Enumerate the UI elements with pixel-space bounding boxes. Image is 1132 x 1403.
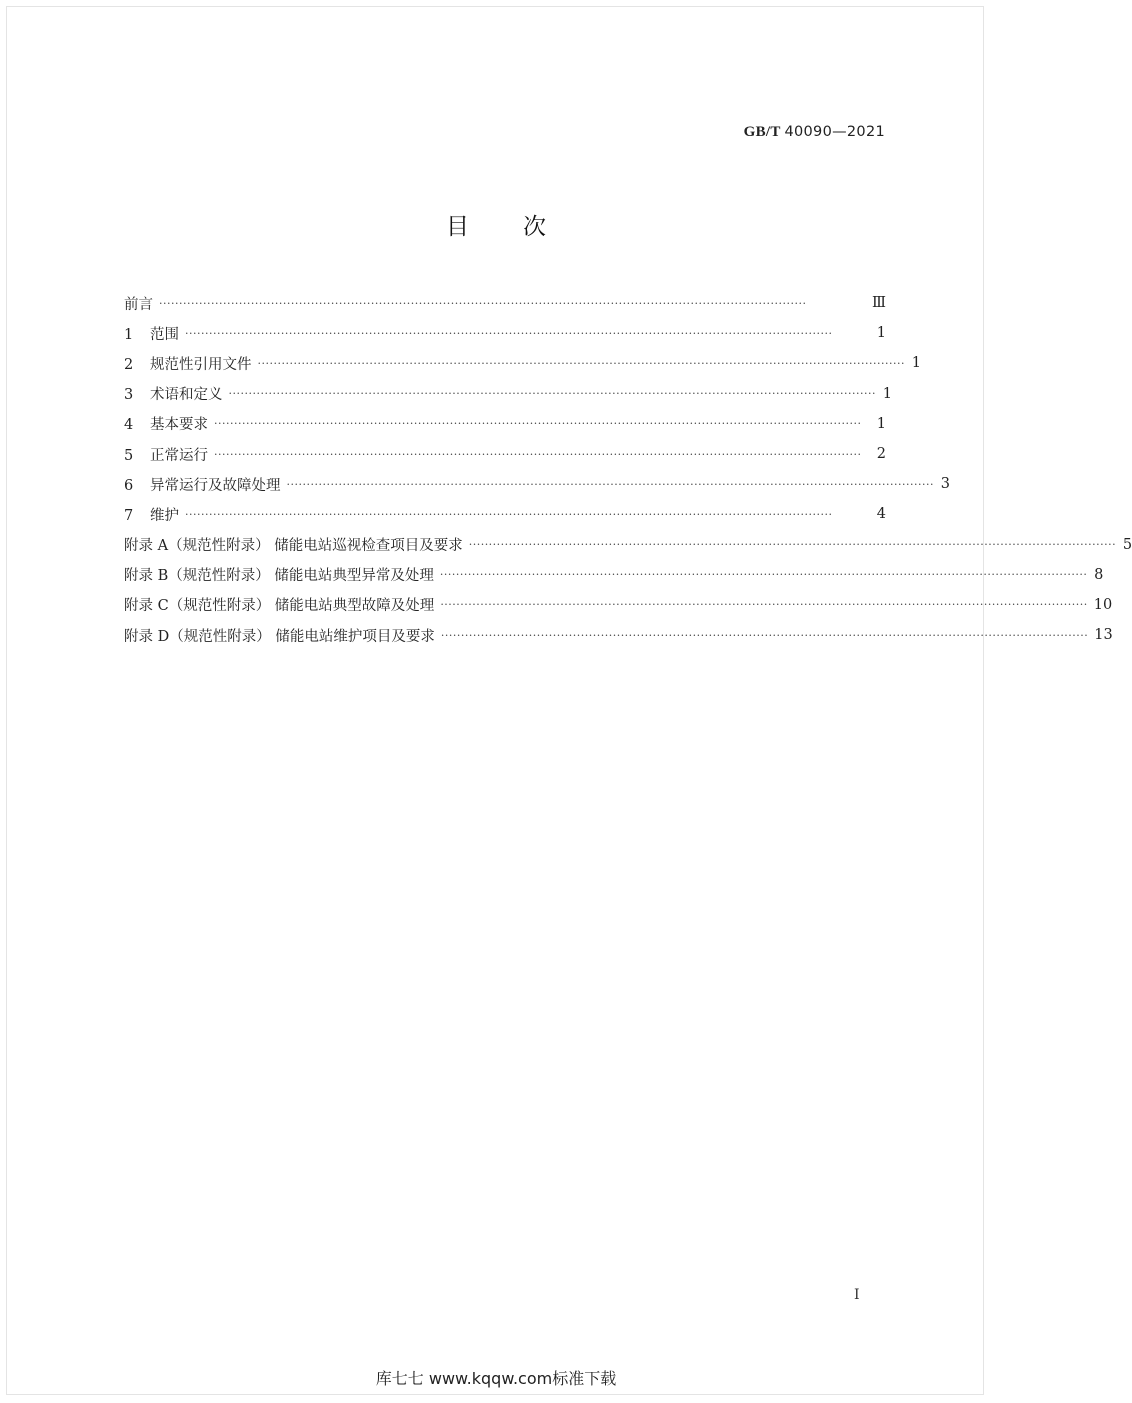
toc-entry[interactable] xyxy=(124,620,1113,650)
toc-leader-dots: ·································································································································································· xyxy=(185,326,833,340)
toc-entry-number: 7 xyxy=(124,507,134,524)
toc-entry-title: 异常运行及故障处理 xyxy=(150,477,281,494)
toc-entry[interactable] xyxy=(124,499,886,529)
toc-entry-page: 1 xyxy=(876,325,886,342)
toc-entry-number: 2 xyxy=(124,356,134,373)
toc-leader-dots: ·································································································································································· xyxy=(439,568,1088,582)
toc-entry-title: 附录 C（规范性附录） 储能电站典型故障及处理 xyxy=(124,598,435,615)
toc-entry-label xyxy=(124,474,285,495)
toc-entry-page: 8 xyxy=(1094,566,1104,583)
toc-entry-label xyxy=(124,383,227,404)
toc-entry[interactable] xyxy=(124,469,950,499)
toc-leader-dots: ·································································································································································· xyxy=(214,417,862,431)
toc-entry-label xyxy=(124,444,212,465)
toc-entry-number: 5 xyxy=(124,447,134,464)
toc-entry-label xyxy=(124,534,467,555)
standard-number: 40090—2021 xyxy=(784,124,885,140)
toc-entry-label xyxy=(124,323,183,344)
toc-entry-label xyxy=(124,625,439,646)
toc-entry-page: 1 xyxy=(911,355,921,372)
toc-entry-page: 2 xyxy=(876,446,886,463)
toc-entry-page: 13 xyxy=(1094,627,1113,644)
toc-entry-title: 维护 xyxy=(150,507,179,524)
toc-leader-dots: ·································································································································································· xyxy=(286,477,934,491)
toc-leader-dots: ·································································································································································· xyxy=(440,628,1089,642)
toc-entry-title: 基本要求 xyxy=(150,417,208,434)
toc-entry-label xyxy=(124,504,183,525)
toc-entry-label xyxy=(124,564,438,585)
toc-entry[interactable] xyxy=(124,560,1104,590)
toc-entry-page: 4 xyxy=(876,506,886,523)
toc-entry-page: 1 xyxy=(882,385,892,402)
toc-entry[interactable] xyxy=(124,439,886,469)
toc-entry-title: 规范性引用文件 xyxy=(150,356,252,373)
toc-title-char-1: 目 xyxy=(446,214,469,240)
toc-entry-title: 前言 xyxy=(124,296,153,313)
page-number: I xyxy=(854,1287,860,1303)
toc-leader-dots: ·································································································································································· xyxy=(440,598,1088,612)
toc-entry-page: 3 xyxy=(940,476,950,493)
toc-entry-number: 4 xyxy=(124,417,134,434)
toc-title-char-2: 次 xyxy=(523,214,546,240)
toc-entry-title: 范围 xyxy=(150,326,179,343)
toc-entry-title: 附录 D（规范性附录） 储能电站维护项目及要求 xyxy=(124,628,435,645)
toc-leader-dots: ·································································································································································· xyxy=(159,296,807,310)
toc-entry-page: Ⅲ xyxy=(872,295,886,312)
toc-entry-label xyxy=(124,594,438,615)
toc-entry[interactable] xyxy=(124,348,921,378)
toc-entry[interactable] xyxy=(124,318,886,348)
toc-entry[interactable] xyxy=(124,530,1132,560)
toc-entry-number: 3 xyxy=(124,387,134,404)
toc-entry-title: 正常运行 xyxy=(150,447,208,464)
standard-code xyxy=(744,124,885,141)
toc-entry-title: 术语和定义 xyxy=(150,387,223,404)
toc-title xyxy=(0,208,992,241)
toc-entry-title: 附录 B（规范性附录） 储能电站典型异常及处理 xyxy=(124,568,434,585)
toc-leader-dots: ·································································································································································· xyxy=(468,538,1117,552)
toc-leader-dots: ·································································································································································· xyxy=(214,447,862,461)
toc-entry[interactable] xyxy=(124,409,886,439)
toc-entry-page: 5 xyxy=(1122,536,1132,553)
toc-entry-number: 6 xyxy=(124,477,134,494)
toc-leader-dots: ·································································································································································· xyxy=(185,507,833,521)
footer-watermark: 库七七 www.kqqw.com标准下载 xyxy=(375,1369,617,1388)
toc-leader-dots: ·································································································································································· xyxy=(257,356,905,370)
toc-entry[interactable] xyxy=(124,590,1113,620)
toc-entry-title: 附录 A（规范性附录） 储能电站巡视检查项目及要求 xyxy=(124,538,463,555)
toc-entry[interactable] xyxy=(124,288,886,318)
toc-entry-label xyxy=(124,353,256,374)
standard-prefix: GB/T xyxy=(743,124,781,140)
toc-entry-number: 1 xyxy=(124,326,134,343)
table-of-contents xyxy=(124,288,1132,650)
toc-leader-dots: ·································································································································································· xyxy=(228,387,876,401)
toc-entry-page: 1 xyxy=(876,415,886,432)
toc-entry-page: 10 xyxy=(1093,596,1113,613)
toc-entry-label xyxy=(124,293,157,314)
toc-entry-label xyxy=(124,413,212,434)
toc-entry[interactable] xyxy=(124,379,892,409)
